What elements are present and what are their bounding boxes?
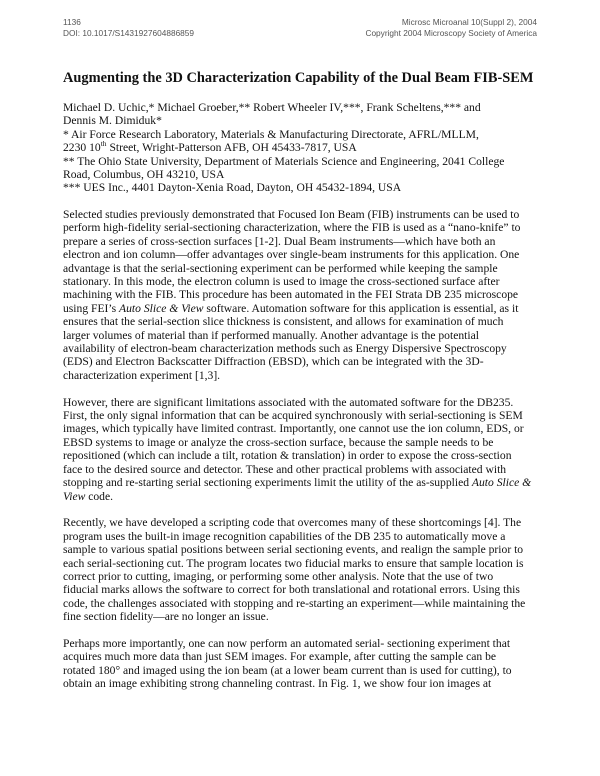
paragraph-4 [63, 637, 543, 691]
affiliation-1-line-2 [63, 141, 543, 154]
line [63, 302, 543, 315]
line: (EDS) and Electron Backscatter Diffraction (EBSD), which can be integrated with the 3D- [63, 355, 484, 369]
line: rotated 180° and imaged using the ion beam (at a lower beam current than is used for cutting), to [63, 663, 512, 677]
text: software. Automation software for this application is essential, as it [203, 301, 519, 315]
line: program uses the built-in image recognition capabilities of the DB 235 to automatically move a [63, 529, 506, 543]
line: fiducial marks allows the software to correct for both translational and rotational errors. Using this [63, 583, 520, 597]
line: machining with the FIB. This procedure has been automated in the FEI Strata DB 235 microscope [63, 288, 519, 302]
line: electron and ion column—offer advantages over single-beam instruments for this application. One [63, 248, 520, 262]
line: ensures that the serial-section slice thickness is consistent, and allows for examination of much [63, 315, 504, 329]
software-name: Auto Slice & View [119, 301, 204, 315]
text: stopping and re-starting serial sectioning experiments limit the utility of the as-supplied [63, 476, 472, 490]
author-block [63, 101, 543, 195]
line: stationary. In this mode, the electron column is used to image the cross-sectioned surface after [63, 275, 500, 289]
line: perform high-fidelity serial-sectioning characterization, where the FIB is used as a “nano-knife” to [63, 221, 521, 235]
affiliation-3-line-1: *** UES Inc., 4401 Dayton-Xenia Road, Dayton, OH 45432-1894, USA [63, 181, 402, 195]
page-header-right [365, 17, 537, 38]
line: each serial-sectioning cut. The program locates two fiducial marks to ensure that sample location is [63, 556, 524, 570]
line: acquires much more data than just SEM images. For example, after cutting the sample can be [63, 650, 497, 664]
authors-line-2: Dennis M. Dimiduk* [63, 114, 162, 128]
line: availability of electron-beam characterization methods such as Energy Dispersive Spectroscopy [63, 342, 507, 356]
line: correct prior to cutting, imaging, or performing some other analysis. Note that the use of two [63, 569, 494, 583]
line: face to the desired source and detector. These and other practical problems with associated with [63, 462, 507, 476]
line: repositioned (which can include a tilt, rotation & translation) in order to expose the cross-section [63, 449, 512, 463]
line: characterization experiment [1,3]. [63, 368, 221, 382]
doi: DOI: 10.1017/S1431927604886859 [63, 27, 195, 38]
copyright: Copyright 2004 Microscopy Society of America [365, 27, 537, 38]
affiliation-2-line-2: Road, Columbus, OH 43210, USA [63, 168, 225, 182]
line: However, there are significant limitations associated with the automated software for the DB235. [63, 395, 514, 409]
line: Recently, we have developed a scripting code that overcomes many of these shortcomings [4]. The [63, 516, 522, 530]
line [63, 476, 543, 489]
line: advantage is that the serial-sectioning experiment can be performed while keeping the sample [63, 261, 498, 275]
body-text [63, 208, 543, 704]
paragraph-3 [63, 516, 543, 623]
paragraph-1 [63, 208, 543, 382]
line: code, the challenges associated with stopping and re-starting an experiment—while maintaining the [63, 596, 526, 610]
line: Perhaps more importantly, one can now perform an automated serial- sectioning experiment that [63, 636, 511, 650]
line: obtain an image exhibiting strong channeling contrast. In Fig. 1, we show four ion images at [63, 677, 492, 691]
software-name: Auto Slice & [471, 476, 532, 490]
line: Selected studies previously demonstrated that Focused Ion Beam (FIB) instruments can be used to [63, 208, 520, 221]
line: images, which typically have limited contrast. Importantly, one cannot use the ion column, EDS, or [63, 422, 524, 436]
paper-title: Augmenting the 3D Characterization Capability of the Dual Beam FIB-SEM [63, 70, 534, 86]
affiliation-2-line-1: ** The Ohio State University, Department of Materials Science and Engineering, 2041 College [63, 154, 505, 168]
line: sample to various spatial positions between serial sectioning events, and realign the sample prior to [63, 543, 524, 557]
line: larger volumes of material than if performed manually. Another advantage is the potential [63, 328, 479, 342]
affiliation-1-line-1: * Air Force Research Laboratory, Materials & Manufacturing Directorate, AFRL/MLLM, [63, 127, 479, 141]
journal-citation: Microsc Microanal 10(Suppl 2), 2004 [401, 17, 537, 27]
text: using FEI’s [63, 301, 120, 315]
page-header-left [63, 17, 194, 38]
line: EBSD systems to image or analyze the cross-section surface, because the sample needs to be [63, 435, 494, 449]
ordinal-suffix: th [100, 139, 107, 149]
line: fine section fidelity—are no longer an issue. [63, 610, 269, 624]
page-number: 1136 [63, 17, 81, 27]
software-name: View [63, 489, 86, 503]
text: code. [85, 489, 114, 503]
paragraph-2 [63, 396, 543, 503]
line [63, 490, 543, 503]
authors-line-1: Michael D. Uchic,* Michael Groeber,** Robert Wheeler IV,***, Frank Scheltens,*** and [63, 101, 481, 114]
street-address: Street, Wright-Patterson AFB, OH 45433-7817, USA [106, 141, 357, 155]
street-number: 2230 10 [63, 141, 101, 155]
line: First, the only signal information that can be acquired synchronously with serial-sectioning is SEM [63, 409, 523, 423]
line: prepare a series of cross-section surfaces [1-2]. Dual Beam instruments—which have both an [63, 234, 496, 248]
